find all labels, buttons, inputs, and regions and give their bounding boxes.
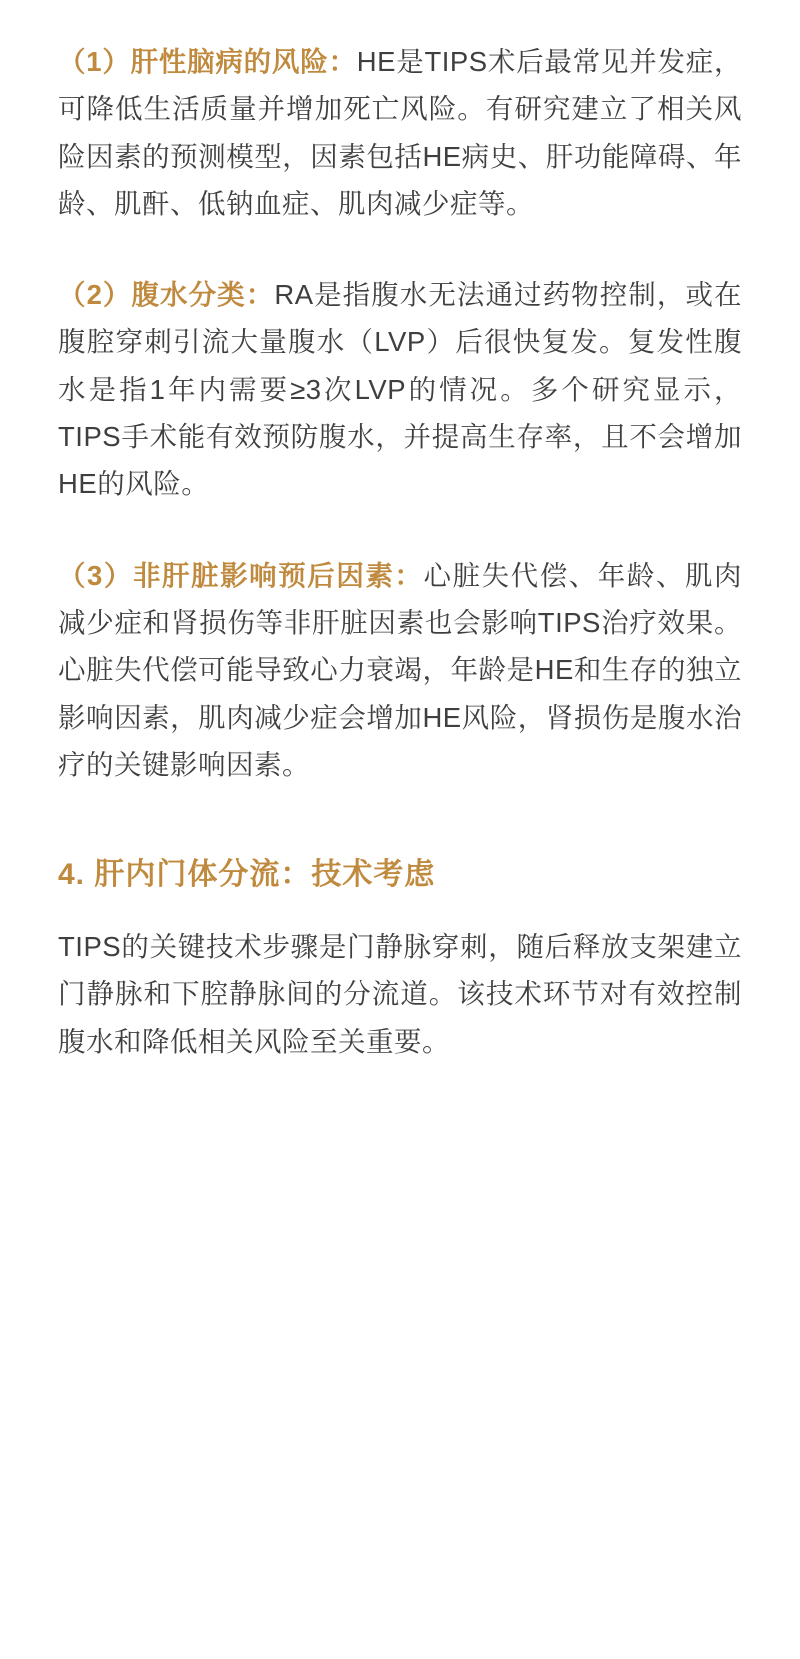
paragraph-2-text: RA是指腹水无法通过药物控制，或在腹腔穿刺引流大量腹水（LVP）后很快复发。复发性腹水是指1年内需要≥3次LVP的情况。多个研究显示，TIPS手术能有效预防腹水，并提高生存率，且不会增加HE的风险。: [58, 279, 743, 500]
paragraph-1-text: HE是TIPS术后最常见并发症，可降低生活质量并增加死亡风险。有研究建立了相关风险因素的预测模型，因素包括HE病史、肝功能障碍、年龄、肌酐、低钠血症、肌肉减少症等。: [58, 46, 742, 219]
top-spacer: [58, 28, 742, 38]
paragraph-1: [58, 38, 742, 227]
paragraph-3-text: 心脏失代偿、年龄、肌肉减少症和肾损伤等非肝脏因素也会影响TIPS治疗效果。心脏失代偿可能导致心力衰竭，年龄是HE和生存的独立影响因素，肌肉减少症会增加HE风险，肾损伤是腹水治疗的关键影响因素。: [58, 559, 743, 780]
paragraph-2-lead: （2）腹水分类：: [58, 279, 275, 311]
section-body: TIPS的关键技术步骤是门静脉穿刺，随后释放支架建立门静脉和下腔静脉间的分流道。该技术环节对有效控制腹水和降低相关风险至关重要。: [58, 931, 742, 1057]
paragraph-2: [58, 271, 742, 507]
paragraph-3: [58, 552, 742, 788]
paragraph-1-lead: （1）肝性脑病的风险：: [58, 46, 357, 77]
section-heading: 4. 肝内门体分流：技术考虑: [58, 858, 436, 892]
paragraph-3-lead: （3）非肝脏影响预后因素：: [58, 559, 424, 591]
